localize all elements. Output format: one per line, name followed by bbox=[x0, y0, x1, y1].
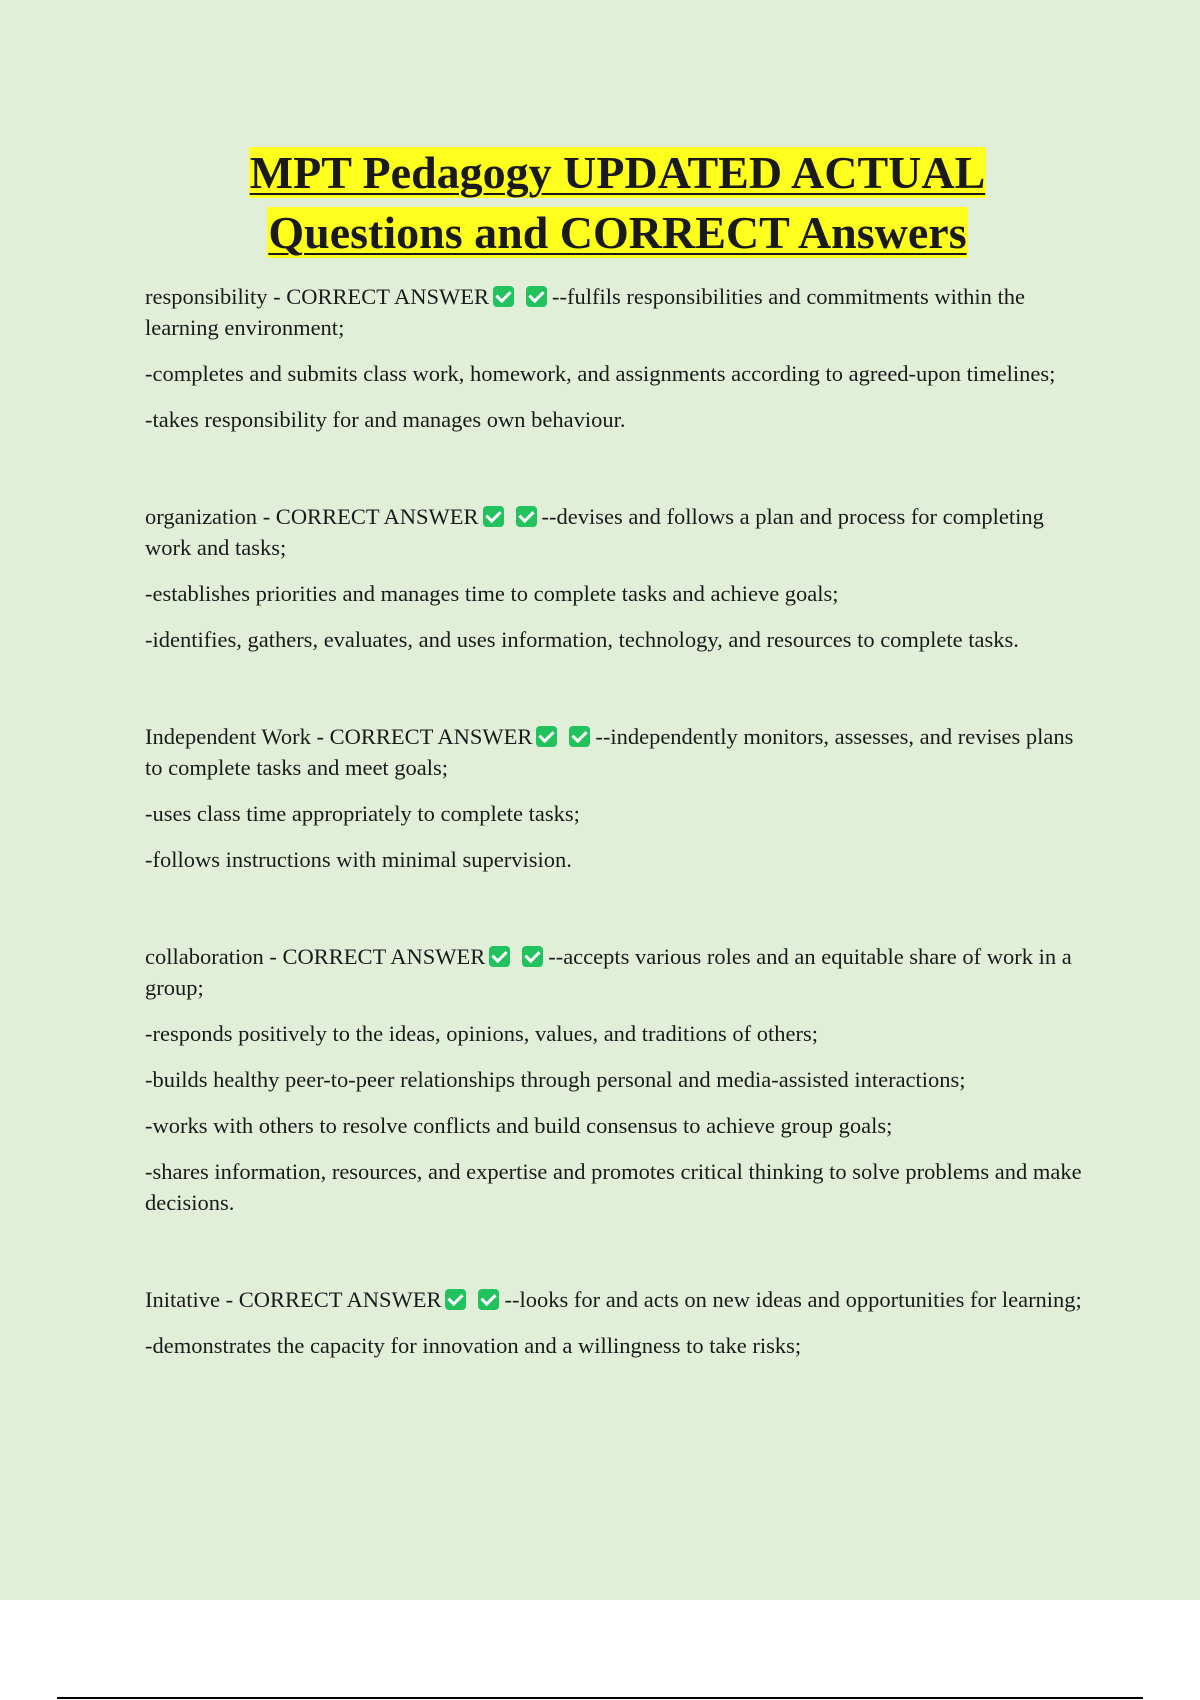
qa-answer: --devises and follows a plan and process for completing work and tasks; bbox=[145, 504, 1044, 560]
qa-point: -completes and submits class work, homework, and assignments according to agreed-upon timelines; bbox=[145, 361, 1056, 386]
qa-point: -takes responsibility for and manages own behaviour. bbox=[145, 407, 626, 432]
qa-point: -identifies, gathers, evaluates, and uses information, technology, and resources to complete tasks. bbox=[145, 627, 1019, 652]
qa-heading bbox=[145, 721, 1090, 783]
qa-point: -follows instructions with minimal supervision. bbox=[145, 847, 572, 872]
qa-point: -works with others to resolve conflicts and build consensus to achieve group goals; bbox=[145, 1113, 893, 1138]
qa-entry bbox=[145, 281, 1090, 435]
qa-term: collaboration bbox=[145, 944, 264, 969]
qa-point: -establishes priorities and manages time to complete tasks and achieve goals; bbox=[145, 581, 839, 606]
qa-answer: --accepts various roles and an equitable share of work in a group; bbox=[145, 944, 1072, 1000]
qa-point: -builds healthy peer-to-peer relationships through personal and media-assisted interactions; bbox=[145, 1067, 966, 1092]
title-line-2: Questions and CORRECT Answers bbox=[268, 207, 967, 258]
qa-point: -shares information, resources, and expertise and promotes critical thinking to solve problems and make decisions. bbox=[145, 1159, 1082, 1215]
title-line-1: MPT Pedagogy UPDATED ACTUAL bbox=[249, 147, 986, 198]
green-checkmark-icon bbox=[493, 286, 514, 307]
qa-entry bbox=[145, 721, 1090, 875]
qa-heading bbox=[145, 941, 1090, 1003]
green-checkmark-icon bbox=[522, 946, 543, 967]
page-divider bbox=[57, 1697, 1143, 1699]
document-title bbox=[0, 143, 1200, 263]
qa-heading bbox=[145, 1284, 1090, 1315]
green-checkmark-icon bbox=[516, 506, 537, 527]
qa-answer: --looks for and acts on new ideas and opportunities for learning; bbox=[504, 1287, 1082, 1312]
qa-term: organization bbox=[145, 504, 258, 529]
qa-entry bbox=[145, 941, 1090, 1218]
correct-answer-label: - CORRECT ANSWER bbox=[262, 504, 479, 529]
correct-answer-label: - CORRECT ANSWER bbox=[225, 1287, 442, 1312]
correct-answer-label: - CORRECT ANSWER bbox=[273, 284, 489, 309]
qa-point: -demonstrates the capacity for innovation and a willingness to take risks; bbox=[145, 1333, 802, 1358]
green-checkmark-icon bbox=[526, 286, 547, 307]
qa-term: Initative bbox=[145, 1287, 220, 1312]
correct-answer-label: - CORRECT ANSWER bbox=[269, 944, 486, 969]
green-checkmark-icon bbox=[483, 506, 504, 527]
correct-answer-label: - CORRECT ANSWER bbox=[316, 724, 533, 749]
qa-point: -uses class time appropriately to complete tasks; bbox=[145, 801, 580, 826]
qa-point: -responds positively to the ideas, opinions, values, and traditions of others; bbox=[145, 1021, 819, 1046]
green-checkmark-icon bbox=[445, 1289, 466, 1310]
qa-heading bbox=[145, 501, 1090, 563]
qa-heading bbox=[145, 281, 1090, 343]
green-checkmark-icon bbox=[569, 726, 590, 747]
qa-entry bbox=[145, 1284, 1090, 1361]
green-checkmark-icon bbox=[478, 1289, 499, 1310]
qa-term: responsibility bbox=[145, 284, 268, 309]
qa-answer: --independently monitors, assesses, and revises plans to complete tasks and meet goals; bbox=[145, 724, 1074, 780]
qa-term: Independent Work bbox=[145, 724, 311, 749]
qa-list bbox=[145, 281, 1090, 1427]
qa-entry bbox=[145, 501, 1090, 655]
green-checkmark-icon bbox=[536, 726, 557, 747]
green-checkmark-icon bbox=[489, 946, 510, 967]
qa-answer: --fulfils responsibilities and commitments within the learning environment; bbox=[145, 284, 1026, 340]
